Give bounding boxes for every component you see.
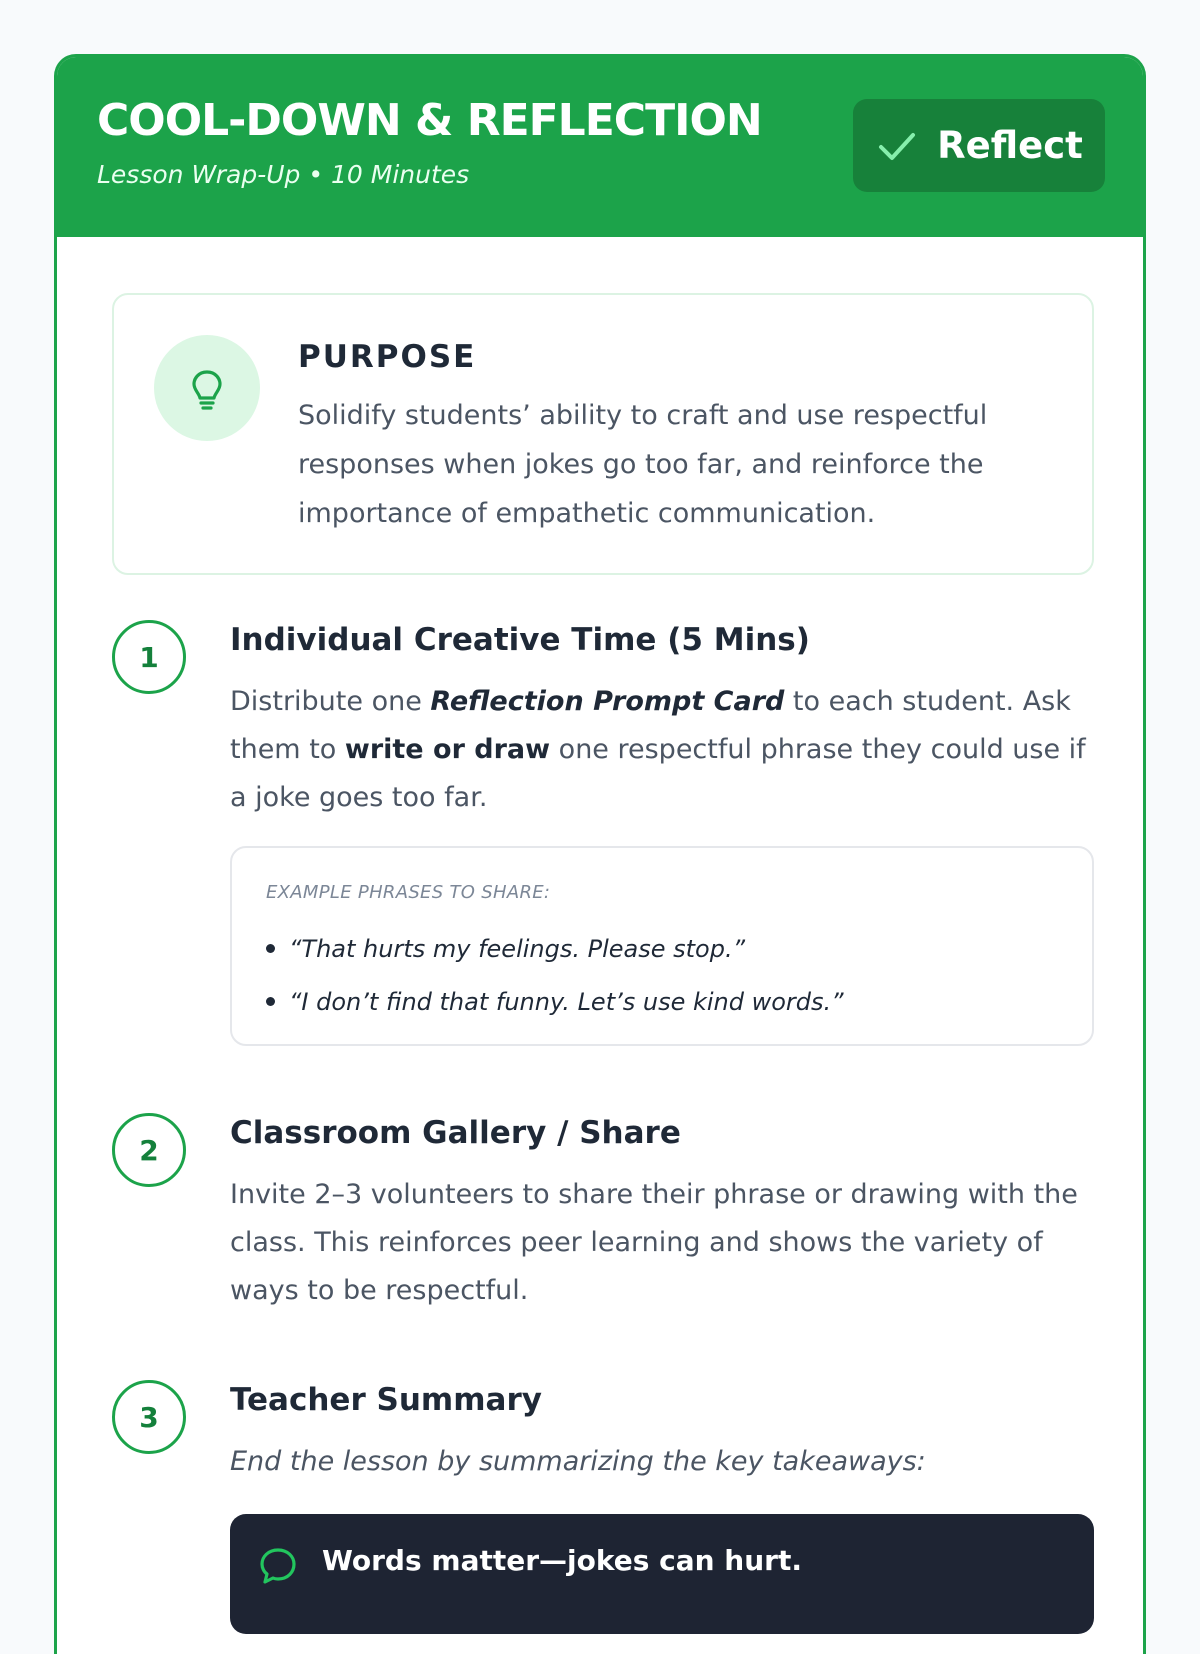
step-title: Teacher Summary xyxy=(230,1382,542,1418)
lesson-card xyxy=(54,54,1146,1654)
step-title: Classroom Gallery / Share xyxy=(230,1115,681,1151)
check-icon xyxy=(875,124,919,168)
example-phrase: “I don’t find that funny. Let’s use kind words.” xyxy=(289,987,844,1016)
step-text: End the lesson by summarizing the key takeaways: xyxy=(230,1446,926,1477)
step-text: Invite 2–3 volunteers to share their phrase or drawing with the class. This reinforces peer learning and shows the variety of ways to be respectful. xyxy=(230,1179,1078,1306)
bullet-icon xyxy=(266,944,275,953)
page-title: COOL-DOWN & REFLECTION xyxy=(97,95,762,146)
step-text-part: to each student. Ask them to xyxy=(230,686,1071,765)
step-number-badge: 2 xyxy=(112,1113,186,1187)
takeaway-text: Words matter—jokes can hurt. xyxy=(322,1544,803,1577)
example-phrase: “That hurts my feelings. Please stop.” xyxy=(289,934,746,963)
step-text-part: one respectful phrase they could use if a joke goes too far. xyxy=(230,734,1086,813)
step-title: Individual Creative Time (5 Mins) xyxy=(230,622,810,658)
list-item xyxy=(266,975,844,1028)
emphasis-text: write or draw xyxy=(344,734,551,765)
takeaway-box xyxy=(230,1514,1094,1634)
bullet-icon xyxy=(266,997,275,1006)
reflection-card-name: Reflection Prompt Card xyxy=(430,686,785,717)
examples-title: EXAMPLE PHRASES TO SHARE: xyxy=(266,882,551,903)
purpose-box xyxy=(112,293,1094,575)
purpose-text: Solidify students’ ability to craft and use respectful responses when jokes go too far, and reinforce the importance of empathetic communication. xyxy=(298,400,988,529)
examples-list xyxy=(266,922,844,1028)
example-phrases-box xyxy=(230,846,1094,1046)
step-text-part: Distribute one xyxy=(230,686,431,717)
step-number-badge: 3 xyxy=(112,1380,186,1454)
purpose-title: PURPOSE xyxy=(298,339,477,375)
lesson-subtitle: Lesson Wrap-Up • 10 Minutes xyxy=(97,160,470,189)
chat-bubble-icon xyxy=(256,1544,300,1588)
reflect-button-label: Reflect xyxy=(937,124,1083,167)
step-text xyxy=(230,678,1092,822)
step-number-badge: 1 xyxy=(112,620,186,694)
card-header xyxy=(57,57,1143,237)
list-item xyxy=(266,922,844,975)
reflect-button[interactable] xyxy=(853,99,1105,192)
lightbulb-icon xyxy=(154,335,260,441)
